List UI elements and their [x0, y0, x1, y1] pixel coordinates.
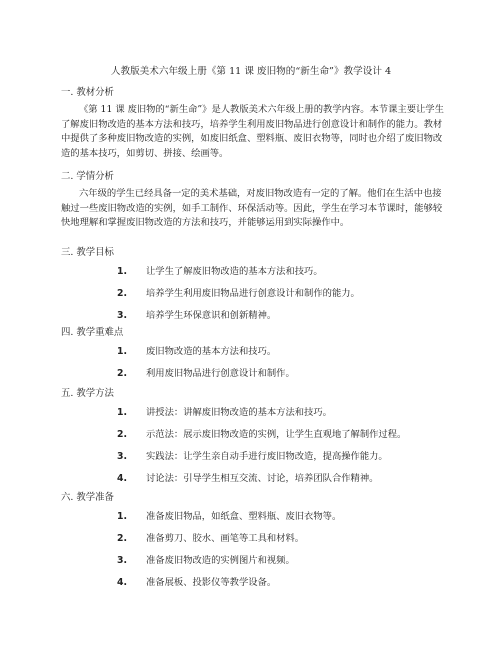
list-item	[0, 576, 502, 590]
list-item-number: 3.	[117, 451, 128, 462]
list-item	[0, 345, 502, 359]
list-item-text: 准备废旧物改造的实例图片和视频。	[146, 555, 295, 566]
list-item	[0, 510, 502, 524]
section-heading-teaching-methods: 五. 教学方法	[61, 388, 114, 399]
list-item-text: 利用废旧物品进行创意设计和制作。	[146, 368, 295, 379]
list-item-number: 1.	[117, 346, 128, 357]
list-item-text: 准备剪刀、胶水、画笔等工具和材料。	[146, 533, 305, 544]
list-item	[0, 554, 502, 568]
list-item-number: 4.	[117, 473, 128, 484]
document-title: 人教版美术六年级上册《第 11 课 废旧物的“新生命”》教学设计 4	[110, 66, 392, 77]
list-item-text: 准备废旧物品，如纸盒、塑料瓶、废旧衣物等。	[146, 511, 342, 522]
list-item-number: 3.	[117, 310, 128, 321]
list-item-number: 2.	[117, 368, 128, 379]
list-item	[0, 406, 502, 420]
list-item-number: 3.	[117, 555, 128, 566]
section-paragraph-textbook-analysis: 《第 11 课 废旧物的“新生命”》是人教版美术六年级上册的教学内容。本节课主要让学生了解废旧物改造的基本方法和技巧，培养学生利用废旧物品进行创意设计和制作的能力。教材中提供了多种废旧物改造的实例，如废旧纸盒、塑料瓶、废旧衣物等，同时也介绍了废旧物改造的基本技巧，如剪切、拼接、绘画等。	[61, 104, 444, 159]
list-item-number: 1.	[117, 511, 128, 522]
list-item-text: 实践法：让学生亲自动手进行废旧物改造，提高操作能力。	[146, 451, 388, 462]
section-paragraph-student-analysis: 六年级的学生已经具备一定的美术基础，对废旧物改造有一定的了解。他们在生活中也接触过一些废旧物改造的实例，如手工制作、环保活动等。因此，学生在学习本节课时，能够较快地理解和掌握废旧物改造的方法和技巧，并能够运用到实际操作中。	[61, 188, 443, 229]
list-item	[0, 367, 502, 381]
section-heading-teaching-goals: 三. 教学目标	[61, 247, 114, 258]
list-item-text: 准备展板、投影仪等教学设备。	[146, 577, 277, 588]
list-item-text: 废旧物改造的基本方法和技巧。	[146, 346, 277, 357]
list-item	[0, 287, 502, 301]
list-item-number: 2.	[117, 533, 128, 544]
list-item-number: 2.	[117, 429, 128, 440]
list-item-text: 培养学生环保意识和创新精神。	[146, 310, 277, 321]
list-item-number: 1.	[117, 407, 128, 418]
list-item	[0, 309, 502, 323]
section-heading-key-difficulties: 四. 教学重难点	[61, 327, 124, 338]
list-item-text: 让学生了解废旧物改造的基本方法和技巧。	[146, 266, 323, 277]
section-heading-teaching-preparation: 六. 教学准备	[61, 492, 114, 503]
list-item	[0, 428, 502, 442]
list-item-text: 讲授法：讲解废旧物改造的基本方法和技巧。	[146, 407, 332, 418]
list-item	[0, 532, 502, 546]
section-heading-student-analysis: 二. 学情分析	[61, 171, 114, 182]
list-item	[0, 265, 502, 279]
list-item-number: 4.	[117, 577, 128, 588]
list-item	[0, 472, 502, 486]
list-item-number: 2.	[117, 288, 128, 299]
list-item-text: 培养学生利用废旧物品进行创意设计和制作的能力。	[146, 288, 360, 299]
section-heading-textbook-analysis: 一. 教材分析	[61, 87, 114, 98]
list-item-text: 示范法：展示废旧物改造的实例，让学生直观地了解制作过程。	[146, 429, 407, 440]
list-item	[0, 450, 502, 464]
list-item-number: 1.	[117, 266, 128, 277]
list-item-text: 讨论法：引导学生相互交流、讨论，培养团队合作精神。	[146, 473, 379, 484]
